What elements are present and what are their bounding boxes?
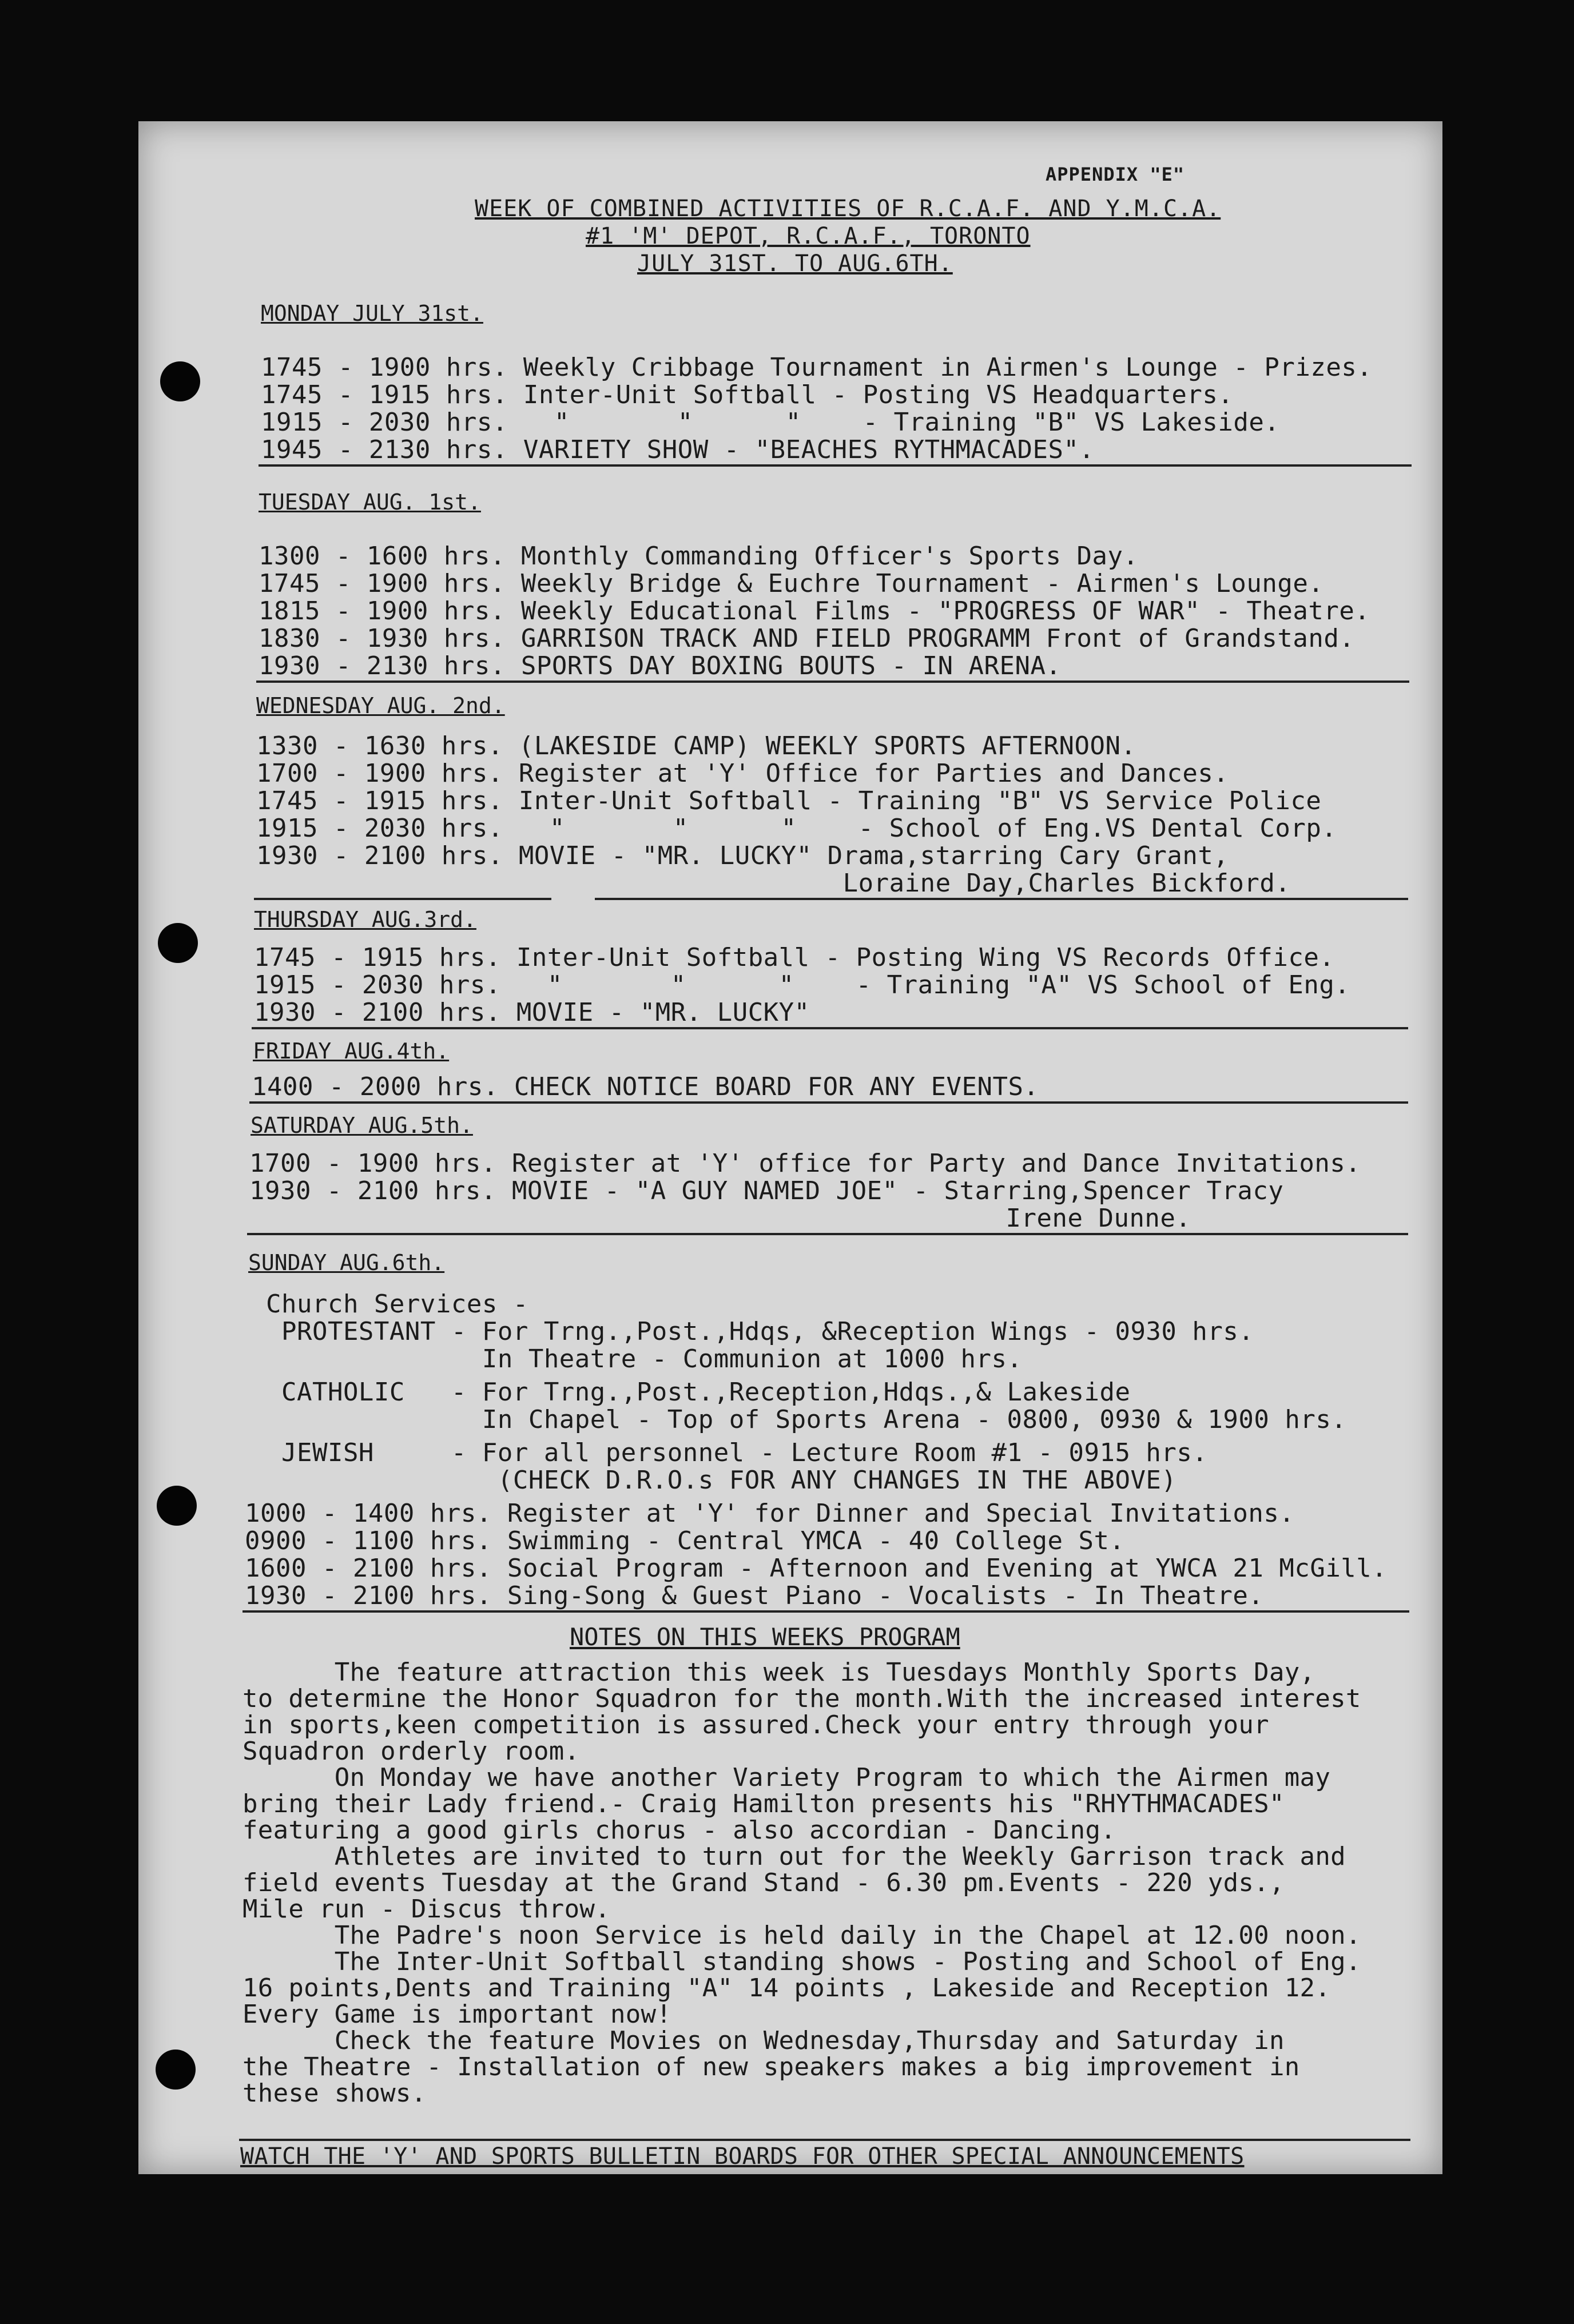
schedule-line: 1830 - 1930 hrs. GARRISON TRACK AND FIELD PROGRAMM Front of Grandstand.	[259, 624, 1355, 653]
schedule-line: (CHECK D.R.O.s FOR ANY CHANGES IN THE ABOVE)	[251, 1466, 1177, 1495]
notes-line: featuring a good girls chorus - also accordian - Dancing.	[243, 1816, 1116, 1845]
schedule-line: Irene Dunne.	[249, 1204, 1191, 1233]
schedule-line: JEWISH - For all personnel - Lecture Room #1 - 0915 hrs.	[251, 1438, 1208, 1467]
section-divider	[243, 1610, 1409, 1613]
notes-line: The Inter-Unit Softball standing shows - Posting and School of Eng.	[243, 1947, 1361, 1976]
schedule-line: 1930 - 2100 hrs. MOVIE - "A GUY NAMED JOE" - Starring,Spencer Tracy	[249, 1176, 1284, 1205]
notes-line: in sports,keen competition is assured.Check your entry through your	[243, 1710, 1269, 1740]
schedule-line: 1000 - 1400 hrs. Register at 'Y' for Dinner and Special Invitations.	[245, 1499, 1295, 1528]
notes-line: field events Tuesday at the Grand Stand - 6.30 pm.Events - 220 yds.,	[243, 1868, 1285, 1897]
day-heading-wednesday: WEDNESDAY AUG. 2nd.	[256, 693, 505, 718]
notes-line: Mile run - Discus throw.	[243, 1895, 610, 1924]
schedule-line: In Theatre - Communion at 1000 hrs.	[251, 1344, 1023, 1374]
schedule-line: 1700 - 1900 hrs. Register at 'Y' Office for Parties and Dances.	[256, 759, 1229, 788]
binder-hole	[157, 1486, 197, 1526]
footer-rule-top	[239, 2139, 1410, 2141]
schedule-line: 1745 - 1900 hrs. Weekly Cribbage Tournament in Airmen's Lounge - Prizes.	[261, 353, 1373, 382]
document-dates: JULY 31ST. TO AUG.6TH.	[637, 250, 953, 277]
section-divider	[249, 1101, 1408, 1104]
schedule-line: PROTESTANT - For Trng.,Post.,Hdqs, &Reception Wings - 0930 hrs.	[251, 1317, 1254, 1346]
notes-line: On Monday we have another Variety Program to which the Airmen may	[243, 1763, 1331, 1792]
section-divider	[252, 1027, 1408, 1029]
notes-line: Squadron orderly room.	[243, 1737, 580, 1766]
section-divider	[254, 898, 551, 900]
day-heading-tuesday: TUESDAY AUG. 1st.	[259, 490, 481, 515]
notes-line: The feature attraction this week is Tuesdays Monthly Sports Day,	[243, 1658, 1315, 1687]
schedule-line: 1930 - 2100 hrs. MOVIE - "MR. LUCKY" Drama,starring Cary Grant,	[256, 841, 1229, 870]
notes-line: to determine the Honor Squadron for the month.With the increased interest	[243, 1684, 1361, 1713]
section-divider	[247, 1233, 1408, 1235]
schedule-line: 1945 - 2130 hrs. VARIETY SHOW - "BEACHES RYTHMACADES".	[261, 435, 1095, 464]
schedule-line: 1330 - 1630 hrs. (LAKESIDE CAMP) WEEKLY SPORTS AFTERNOON.	[256, 731, 1136, 761]
schedule-line: 1400 - 2000 hrs. CHECK NOTICE BOARD FOR ANY EVENTS.	[252, 1072, 1039, 1101]
schedule-line: 0900 - 1100 hrs. Swimming - Central YMCA - 40 College St.	[245, 1526, 1125, 1555]
appendix-label: APPENDIX "E"	[1046, 164, 1185, 185]
schedule-line: 1745 - 1915 hrs. Inter-Unit Softball - Posting VS Headquarters.	[261, 380, 1234, 409]
schedule-line: 1745 - 1915 hrs. Inter-Unit Softball - Posting Wing VS Records Office.	[254, 943, 1335, 972]
schedule-line: 1815 - 1900 hrs. Weekly Educational Films - "PROGRESS OF WAR" - Theatre.	[259, 596, 1370, 626]
notes-line: Every Game is important now!	[243, 2000, 672, 2029]
section-divider	[256, 681, 1409, 683]
notes-line: 16 points,Dents and Training "A" 14 points , Lakeside and Reception 12.	[243, 1973, 1331, 2003]
notes-line: these shows.	[243, 2079, 427, 2108]
day-heading-thursday: THURSDAY AUG.3rd.	[254, 907, 476, 932]
document-page	[138, 121, 1442, 2174]
document-subtitle: #1 'M' DEPOT, R.C.A.F., TORONTO	[586, 223, 1031, 249]
binder-hole	[156, 2050, 196, 2090]
schedule-line: CATHOLIC - For Trng.,Post.,Reception,Hdqs.,& Lakeside	[251, 1378, 1131, 1407]
day-heading-saturday: SATURDAY AUG.5th.	[251, 1113, 473, 1138]
schedule-line: 1930 - 2100 hrs. MOVIE - "MR. LUCKY"	[254, 998, 810, 1027]
day-heading-monday: MONDAY JULY 31st.	[261, 301, 483, 326]
schedule-line: 1930 - 2130 hrs. SPORTS DAY BOXING BOUTS - IN ARENA.	[259, 651, 1062, 681]
schedule-line: 1745 - 1900 hrs. Weekly Bridge & Euchre Tournament - Airmen's Lounge.	[259, 569, 1324, 598]
schedule-line: 1600 - 2100 hrs. Social Program - Afternoon and Evening at YWCA 21 McGill.	[245, 1554, 1388, 1583]
schedule-line: 1930 - 2100 hrs. Sing-Song & Guest Piano - Vocalists - In Theatre.	[245, 1581, 1264, 1610]
schedule-line: In Chapel - Top of Sports Arena - 0800, 0930 & 1900 hrs.	[251, 1405, 1347, 1434]
notes-line: Check the feature Movies on Wednesday,Thursday and Saturday in	[243, 2026, 1285, 2055]
schedule-line: 1915 - 2030 hrs. " " " - Training "B" VS Lakeside.	[261, 408, 1280, 437]
schedule-line: 1745 - 1915 hrs. Inter-Unit Softball - Training "B" VS Service Police	[256, 786, 1322, 815]
notes-line: the Theatre - Installation of new speakers makes a big improvement in	[243, 2052, 1300, 2082]
binder-hole	[158, 923, 198, 963]
notes-line: bring their Lady friend.- Craig Hamilton presents his "RHYTHMACADES"	[243, 1789, 1285, 1818]
section-divider	[595, 898, 1408, 900]
schedule-line: 1915 - 2030 hrs. " " " - School of Eng.VS Dental Corp.	[256, 814, 1337, 843]
schedule-line: 1700 - 1900 hrs. Register at 'Y' office for Party and Dance Invitations.	[249, 1149, 1361, 1178]
day-heading-sunday: SUNDAY AUG.6th.	[248, 1250, 445, 1275]
schedule-line: 1915 - 2030 hrs. " " " - Training "A" VS School of Eng.	[254, 970, 1350, 1000]
schedule-line: Loraine Day,Charles Bickford.	[256, 869, 1291, 898]
binder-hole	[160, 361, 200, 401]
footer-announcement: WATCH THE 'Y' AND SPORTS BULLETIN BOARDS FOR OTHER SPECIAL ANNOUNCEMENTS	[240, 2143, 1245, 2170]
notes-line: The Padre's noon Service is held daily in the Chapel at 12.00 noon.	[243, 1921, 1361, 1950]
document-title: WEEK OF COMBINED ACTIVITIES OF R.C.A.F. AND Y.M.C.A.	[475, 196, 1221, 222]
day-heading-friday: FRIDAY AUG.4th.	[253, 1038, 450, 1064]
notes-line: Athletes are invited to turn out for the Weekly Garrison track and	[243, 1842, 1346, 1871]
notes-heading: NOTES ON THIS WEEKS PROGRAM	[570, 1623, 960, 1651]
schedule-line: Church Services -	[251, 1290, 528, 1319]
section-divider	[259, 464, 1412, 467]
schedule-line: 1300 - 1600 hrs. Monthly Commanding Officer's Sports Day.	[259, 542, 1139, 571]
